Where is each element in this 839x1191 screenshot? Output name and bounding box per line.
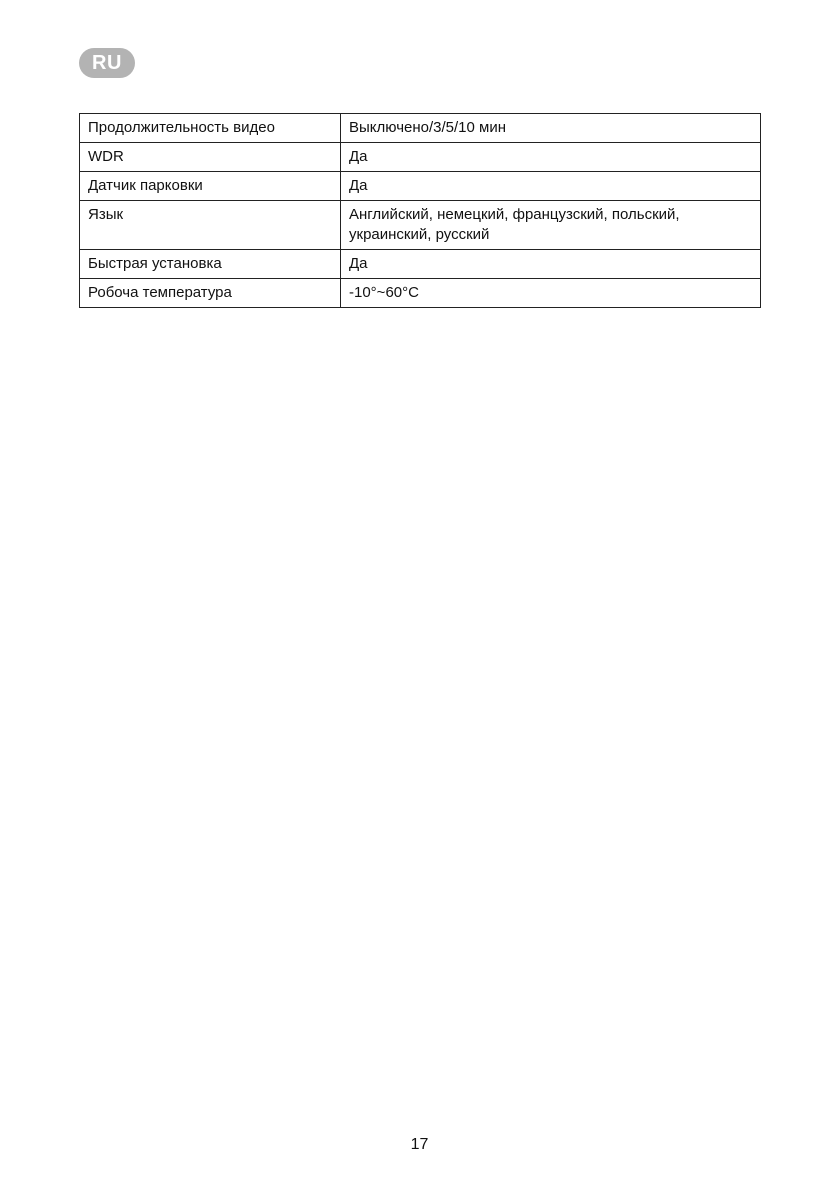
table-row <box>80 172 761 201</box>
spec-value: Да <box>341 172 761 201</box>
spec-label: Язык <box>80 201 341 250</box>
table-row <box>80 279 761 308</box>
table-row <box>80 114 761 143</box>
spec-value: Да <box>341 250 761 279</box>
spec-label: Быстрая установка <box>80 250 341 279</box>
table-row <box>80 250 761 279</box>
spec-value: -10°~60°C <box>341 279 761 308</box>
spec-value: Да <box>341 143 761 172</box>
language-badge: RU <box>79 48 135 78</box>
spec-label: Робоча температура <box>80 279 341 308</box>
spec-label: WDR <box>80 143 341 172</box>
spec-label: Продолжительность видео <box>80 114 341 143</box>
page-number: 17 <box>410 1136 429 1153</box>
spec-value: Английский, немецкий, французский, польский, украинский, русский <box>341 201 761 250</box>
table-row <box>80 143 761 172</box>
table-row <box>80 201 761 250</box>
spec-value: Выключено/3/5/10 мин <box>341 114 761 143</box>
specifications-table <box>79 113 761 308</box>
spec-label: Датчик парковки <box>80 172 341 201</box>
